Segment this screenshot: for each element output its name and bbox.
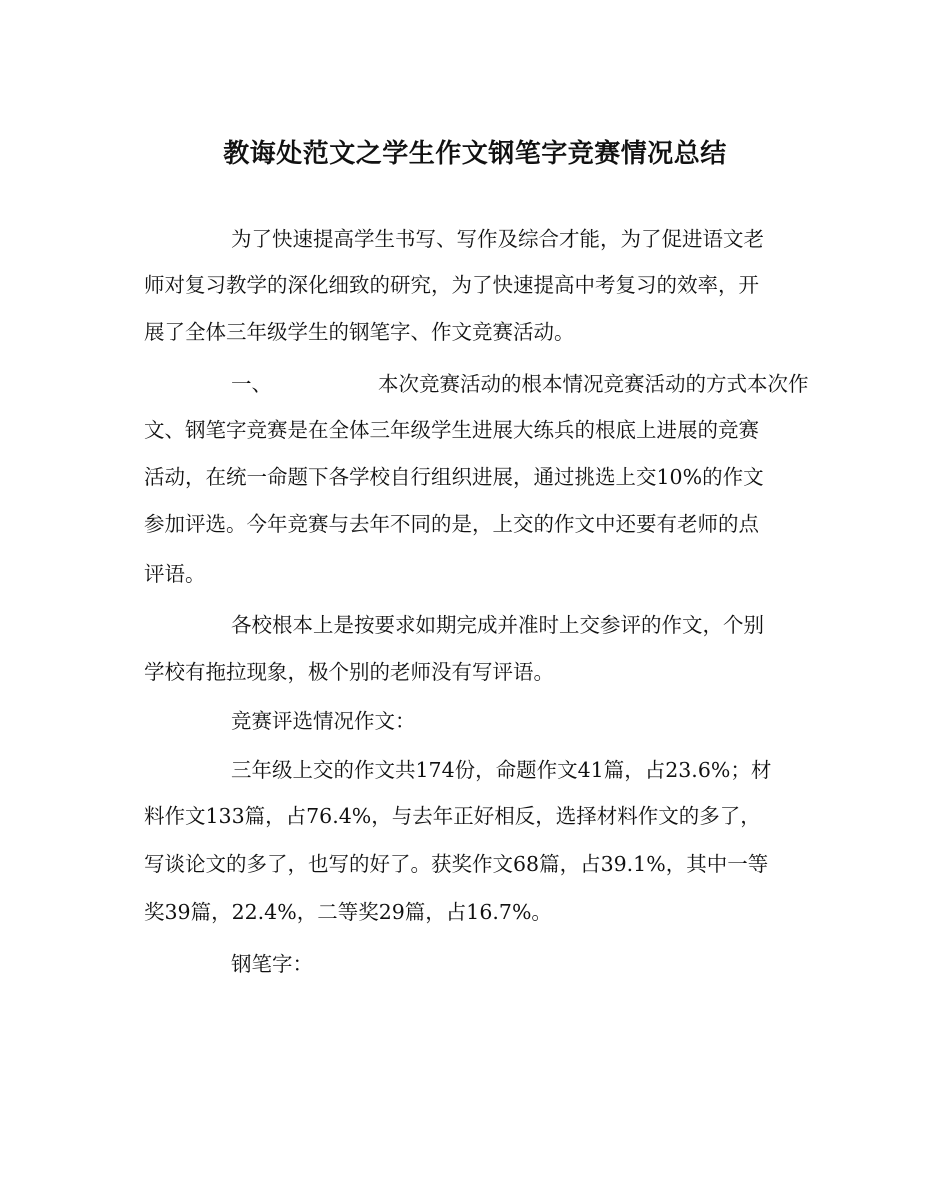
paragraph-line: 竞赛评选情况作文： <box>231 709 416 733</box>
paragraph-line: 钢笔字： <box>231 952 313 976</box>
paragraph-line: 学校有拖拉现象，极个别的老师没有写评语。 <box>144 660 554 684</box>
paragraph-line: 展了全体三年级学生的钢笔字、作文竞赛活动。 <box>144 320 575 344</box>
paragraph-line: 评语。 <box>144 562 206 586</box>
section-marker: 一、 <box>231 372 272 396</box>
paragraph-line: 各校根本上是按要求如期完成并准时上交参评的作文，个别 <box>231 613 764 637</box>
paragraph-line: 料作文133篇，占76.4%，与去年正好相反，选择材料作文的多了， <box>144 804 761 828</box>
paragraph-line: 活动，在统一命题下各学校自行组织进展，通过挑选上交10%的作文 <box>144 465 764 489</box>
paragraph-line: 奖39篇，22.4%，二等奖29篇，占16.7%。 <box>144 900 552 924</box>
section-heading-line <box>231 368 808 400</box>
section-heading-text: 本次竞赛活动的根本情况竞赛活动的方式本次作 <box>378 372 809 396</box>
paragraph-line: 文、钢笔字竞赛是在全体三年级学生进展大练兵的根底上进展的竞赛 <box>144 418 759 442</box>
paragraph-line: 师对复习教学的深化细致的研究，为了快速提高中考复习的效率，开 <box>144 273 759 297</box>
paragraph-line: 为了快速提高学生书写、写作及综合才能，为了促进语文老 <box>231 227 764 251</box>
paragraph-line: 三年级上交的作文共174份，命题作文41篇，占23.6%；材 <box>231 758 772 782</box>
document-title: 教诲处范文之学生作文钢笔字竞赛情况总结 <box>223 139 727 169</box>
paragraph-line: 参加评选。今年竞赛与去年不同的是，上交的作文中还要有老师的点 <box>144 512 759 536</box>
paragraph-line: 写谈论文的多了，也写的好了。获奖作文68篇，占39.1%，其中一等 <box>144 852 769 876</box>
